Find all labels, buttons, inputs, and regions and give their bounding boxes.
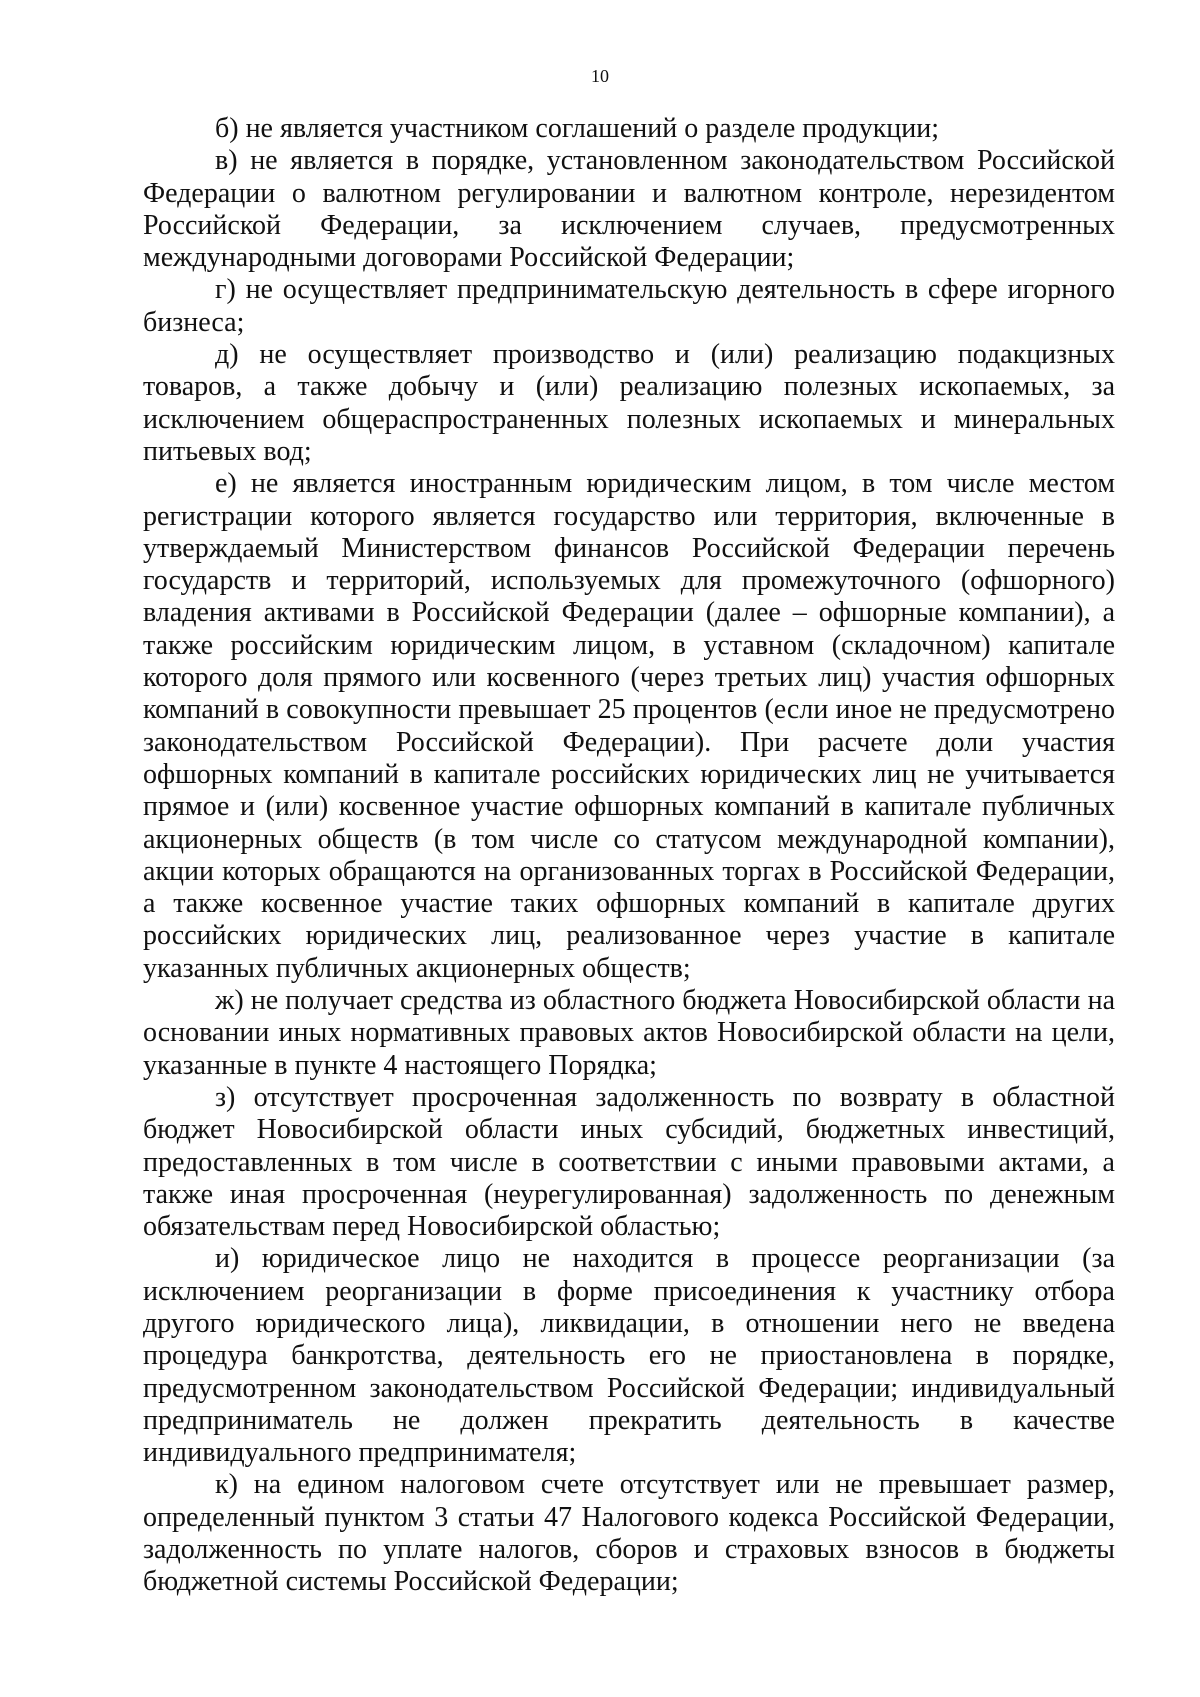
document-body xyxy=(143,113,1115,1599)
paragraph-g: г) не осуществляет предпринимательскую деятельность в сфере игорного бизнеса; xyxy=(143,274,1115,338)
paragraph-e: е) не является иностранным юридическим лицом, в том числе местом регистрации которого является государство или территория, включенные в утверждаемый Министерством финансов Российской Федерации перечень государств и территорий, используемых для промежуточного (офшорного) владения активами в Российской Федерации (далее – офшорные компании), а также российским юридическим лицом, в уставном (складочном) капитале которого доля прямого или косвенного (через третьих лиц) участия офшорных компаний в совокупности превышает 25 процентов (если иное не предусмотрено законодательством Российской Федерации). При расчете доли участия офшорных компаний в капитале российских юридических лиц не учитывается прямое и (или) косвенное участие офшорных компаний в капитале публичных акционерных обществ (в том числе со статусом международной компании), акции которых обращаются на организованных торгах в Российской Федерации, а также косвенное участие таких офшорных компаний в капитале других российских юридических лиц, реализованное через участие в капитале указанных публичных акционерных обществ; xyxy=(143,468,1115,984)
paragraph-d: д) не осуществляет производство и (или) реализацию подакцизных товаров, а также добычу и (или) реализацию полезных ископаемых, за исключением общераспространенных полезных ископаемых и минеральных питьевых вод; xyxy=(143,339,1115,467)
paragraph-b: б) не является участником соглашений о разделе продукции; xyxy=(215,113,940,144)
paragraph-v: в) не является в порядке, установленном законодательством Российской Федерации о валютном регулировании и валютном контроле, нерезидентом Российской Федерации, за исключением случаев, предусмотренных международными договорами Российской Федерации; xyxy=(143,145,1115,274)
page-number: 10 xyxy=(591,66,609,86)
paragraph-k: к) на едином налоговом счете отсутствует или не превышает размер, определенный пунктом 3 статьи 47 Налогового кодекса Российской Федерации, задолженность по уплате налогов, сборов и страховых взносов в бюджеты бюджетной системы Российской Федерации; xyxy=(143,1469,1115,1598)
paragraph-i: и) юридическое лицо не находится в процессе реорганизации (за исключением реорганизации в форме присоединения к участнику отбора другого юридического лица), ликвидации, в отношении него не введена процедура банкротства, деятельность его не приостановлена в порядке, предусмотренном законодательством Российской Федерации; индивидуальный предприниматель не должен прекратить деятельность в качестве индивидуального предпринимателя; xyxy=(143,1243,1115,1469)
paragraph-z: з) отсутствует просроченная задолженность по возврату в областной бюджет Новосибирской области иных субсидий, бюджетных инвестиций, предоставленных в том числе в соответствии с иными правовыми актами, а также иная просроченная (неурегулированная) задолженность по денежным обязательствам перед Новосибирской областью; xyxy=(143,1081,1115,1243)
paragraph-zh: ж) не получает средства из областного бюджета Новосибирской области на основании иных нормативных правовых актов Новосибирской области на цели, указанные в пункте 4 настоящего Порядка; xyxy=(143,985,1115,1081)
